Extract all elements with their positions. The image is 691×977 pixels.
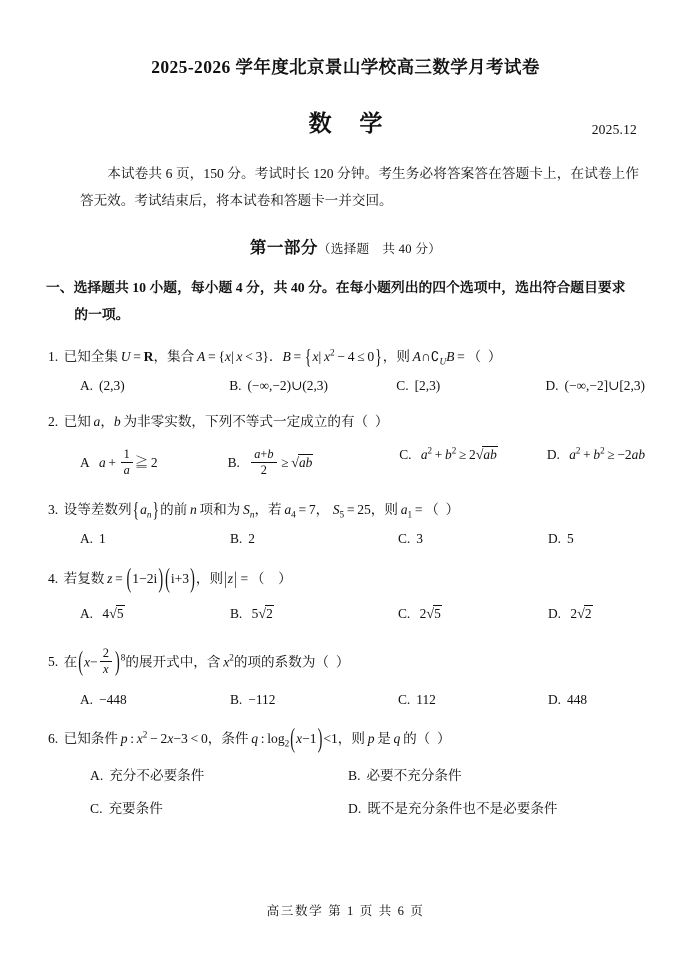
question-1-option-c[interactable] [396, 378, 545, 394]
question-4-option-c[interactable] [398, 606, 548, 623]
question-4-option-c-math: 2√5 [419, 605, 441, 622]
section-one-intro [46, 275, 645, 329]
question-5-option-c-label: C. [398, 691, 411, 707]
question-4-option-d-math: 2√2 [570, 605, 592, 622]
question-4-option-a-label: A. [80, 605, 94, 621]
question-3-number: 3. [48, 501, 59, 517]
question-5-option-d-text: 448 [567, 691, 588, 707]
question-2 [46, 410, 645, 477]
page-title: 2025-2026 学年度北京景山学校高三数学月考试卷 [151, 57, 540, 77]
question-1-number: 1. [48, 349, 59, 365]
question-2-stem: 2. 已知 a，b 为非零实数，下列不等式一定成立的有（ ） [48, 414, 389, 430]
question-3-option-b[interactable] [230, 531, 398, 547]
question-3-stem: 3. 设等差数列$\{a_n\}$的前 n 项和为 $S_n$，若 $a_4 = 7$， $S_5 = 25$，则 $a_1$ = （ ） [48, 497, 460, 521]
question-6-option-d-text: 既不是充分条件也不是必要条件 [367, 800, 558, 816]
question-3-option-a-label: A. [80, 530, 94, 546]
question-6-option-c[interactable] [90, 797, 348, 817]
question-4-stem: 4. 若复数 z = (1−2i) (i+3)，则|z| = （ ） [48, 564, 292, 595]
question-4-options [46, 606, 645, 623]
question-1 [46, 345, 645, 394]
question-5-option-c-text: 112 [416, 691, 436, 707]
question-6-option-b[interactable] [348, 764, 462, 784]
question-1-option-b-label: B. [229, 378, 242, 394]
question-5-option-b[interactable] [230, 692, 398, 708]
question-4-option-b-label: B. [230, 605, 243, 621]
question-6-option-b-label: B. [348, 767, 361, 783]
question-3-option-b-text: 2 [248, 530, 255, 546]
question-5-option-b-label: B. [230, 691, 243, 707]
question-3-option-c-label: C. [398, 530, 411, 546]
question-5-options [46, 692, 645, 708]
exam-date: 2025.12 [591, 122, 637, 137]
question-4-option-a-math: 4√5 [102, 605, 124, 622]
question-2-option-d-label: D. [546, 446, 560, 462]
part-one-heading [46, 234, 645, 258]
question-1-option-a[interactable] [80, 378, 229, 394]
question-3-option-b-label: B. [230, 530, 243, 546]
question-5-option-d-label: D. [548, 691, 562, 707]
section-one-intro-line1: 一、选择题共 10 小题，每小题 4 分，共 40 分。在每小题列出的四个选项中，选出符合题目要求 [46, 280, 626, 296]
question-6-stem: 6. 已知条件 p : $x^2 - 2x-3 < 0$，条件 q : $\log_2(x-1)<1$，则 p 是 q 的（ ） [48, 724, 451, 755]
question-5-option-a-text: −448 [99, 691, 127, 707]
question-6-option-c-label: C. [90, 800, 103, 816]
question-2-option-c[interactable] [399, 447, 547, 478]
section-one-intro-line2: 的一项。 [74, 307, 130, 323]
question-1-option-d-text: (−∞,−2]∪[2,3) [564, 378, 645, 394]
question-2-number: 2. [48, 414, 59, 430]
question-3-option-a[interactable] [80, 531, 230, 547]
question-1-option-b-text: (−∞,−2)∪(2,3) [247, 378, 328, 394]
question-2-option-c-label: C. [399, 446, 412, 462]
exam-instructions: 本试卷共 6 页，150 分。考试时长 120 分钟。考生务必将答案答在答题卡上，在试卷上作答无效。考试结束后，将本试卷和答题卡一并交回。 [80, 166, 639, 209]
question-2-option-a-math: a + $\frac{1}{a}$ ≧ 2 [99, 446, 158, 477]
question-5-option-a[interactable] [80, 692, 230, 708]
part-one-heading-main: 第一部分 [249, 238, 318, 258]
question-5-option-b-text: −112 [248, 691, 276, 707]
question-4-option-b-math: 5√2 [251, 605, 273, 622]
question-1-option-c-label: C. [396, 378, 409, 394]
question-5-option-a-label: A. [80, 691, 94, 707]
subject-row [46, 105, 645, 139]
question-5-number: 5. [48, 654, 59, 669]
question-6-option-d-label: D. [348, 800, 362, 816]
question-2-option-d-math: $a^2 + b^2 \ge -2ab$ [569, 445, 646, 462]
subject-name: 数 学 [308, 111, 394, 136]
question-1-option-d[interactable] [545, 378, 645, 394]
question-6-option-c-text: 充要条件 [108, 800, 163, 816]
question-4-option-d[interactable] [548, 606, 593, 623]
question-6-option-d[interactable] [348, 797, 558, 817]
question-3-option-d-label: D. [548, 530, 562, 546]
question-3-option-c[interactable] [398, 531, 548, 547]
question-2-option-a[interactable] [80, 447, 228, 478]
question-2-option-b-math: $\frac{a+b}{2}$ ≥ √ab [249, 455, 313, 470]
question-5-option-c[interactable] [398, 692, 548, 708]
question-4-option-a[interactable] [80, 606, 230, 623]
question-5 [46, 646, 645, 708]
page-footer: 高三数学 第 1 页 共 6 页 [266, 904, 425, 918]
question-1-option-d-label: D. [545, 378, 559, 394]
question-2-option-c-math: $a^2 + b^2 \ge 2√ab$ [420, 445, 497, 463]
question-4-number: 4. [48, 570, 59, 586]
question-1-options [46, 378, 645, 394]
question-2-options [46, 447, 645, 478]
question-1-option-b[interactable] [229, 378, 396, 394]
question-3-option-d[interactable] [548, 531, 574, 547]
question-6-options-row-1 [90, 764, 645, 784]
question-4-option-d-label: D. [548, 605, 562, 621]
part-one-heading-sub: （选择题 共 40 分） [317, 242, 442, 257]
question-6 [46, 724, 645, 817]
question-6-option-b-text: 必要不充分条件 [366, 767, 462, 783]
question-4-option-c-label: C. [398, 605, 411, 621]
question-1-option-a-text: (2,3) [99, 378, 125, 394]
question-6-number: 6. [48, 730, 59, 746]
question-3-options [46, 531, 645, 547]
question-3-option-a-text: 1 [99, 530, 106, 546]
question-6-option-a-text: 充分不必要条件 [109, 767, 205, 783]
question-2-option-b[interactable] [228, 447, 400, 478]
question-1-stem: 1. 已知全集 U = R，集合 A = {x| x < 3}．B = {x| $x^2 - 4 \le 0$}，则 $A\cap∁_UB$ = （ ） [48, 345, 502, 369]
question-5-option-d[interactable] [548, 692, 587, 708]
question-3-option-c-text: 3 [416, 530, 423, 546]
question-6-options [46, 764, 645, 817]
question-3 [46, 498, 645, 547]
question-2-option-a-label: A [80, 455, 90, 471]
question-6-option-a[interactable] [90, 764, 348, 784]
question-5-stem: 5. 在(x− $\frac{2}{x}$ )$^8$的展开式中，含 $x^2$的项的系数为（ ） [48, 645, 350, 678]
question-4 [46, 564, 645, 623]
question-2-option-d[interactable] [547, 447, 645, 478]
question-6-options-row-2 [90, 797, 645, 817]
question-4-option-b[interactable] [230, 606, 398, 623]
question-2-option-b-label: B. [227, 455, 240, 471]
question-6-option-a-label: A. [90, 767, 104, 783]
question-1-option-c-text: [2,3) [414, 378, 441, 394]
question-3-option-d-text: 5 [567, 530, 574, 546]
question-1-option-a-label: A. [80, 378, 94, 394]
